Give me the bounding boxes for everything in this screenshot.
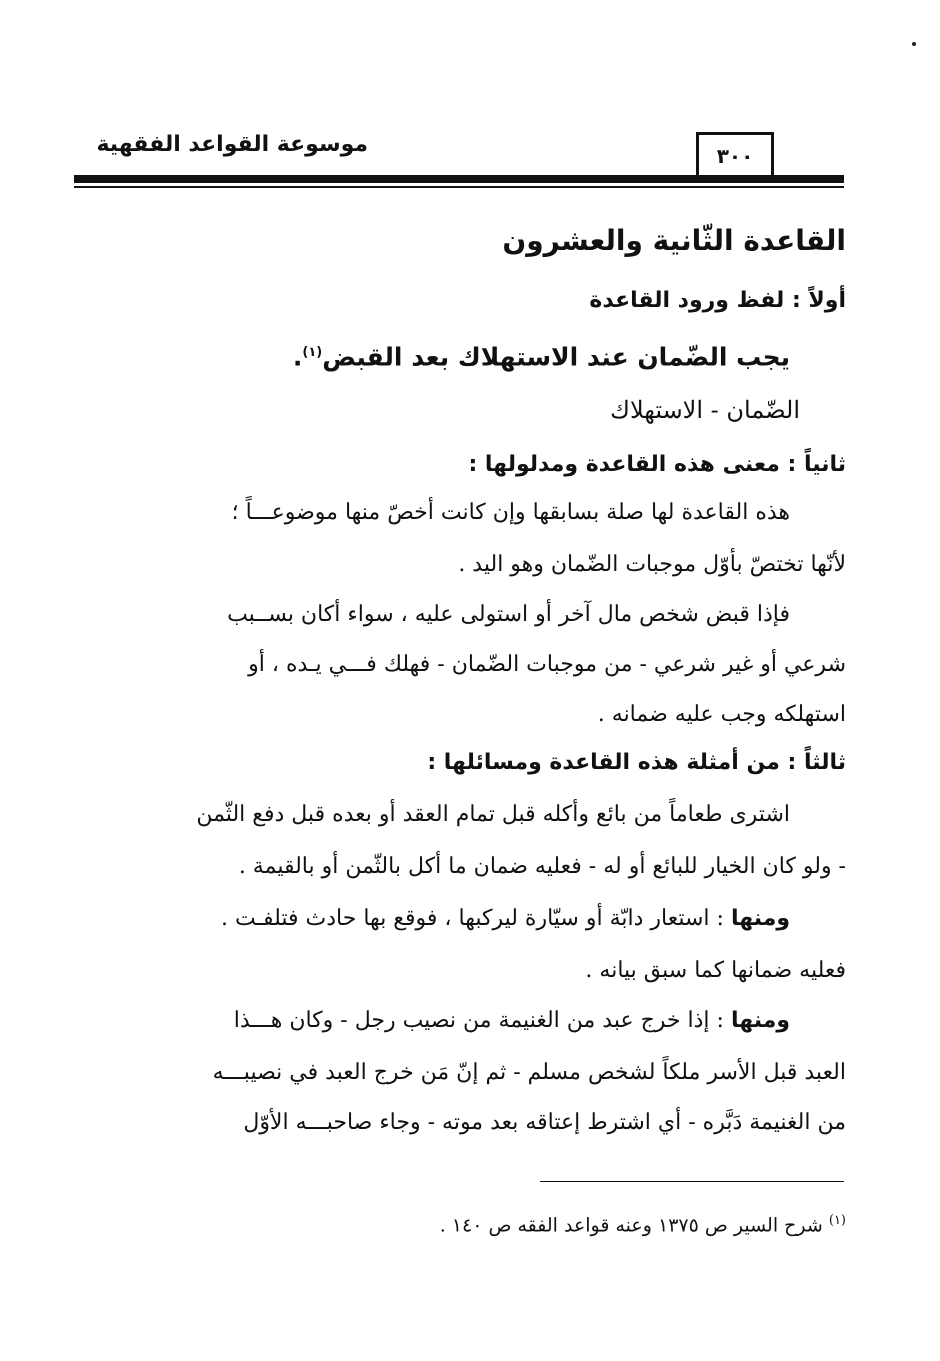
paragraph-line: من الغنيمة دَبَّره - أي اشترط إعتاقه بعد موته - وجاء صاحبـــه الأوّل — [243, 1110, 846, 1135]
footnote-separator — [540, 1181, 844, 1182]
footnote-ref: (١) — [828, 1213, 846, 1228]
paragraph-line — [221, 904, 790, 934]
rule-statement — [293, 338, 790, 372]
running-title: موسوعة القواعد الفقهية — [96, 132, 368, 157]
header-rule-thick — [74, 175, 844, 183]
paragraph-line — [234, 1006, 790, 1036]
paragraph-line: هذه القاعدة لها صلة بسابقها وإن كانت أخصّ منها موضوعـــاً ؛ — [231, 500, 790, 525]
rule-heading: القاعدة الثّانية والعشرون — [502, 224, 846, 257]
section-heading-examples: ثالثاً : من أمثلة هذه القاعدة ومسائلها : — [427, 750, 846, 775]
section-heading-wording: أولاً : لفظ ورود القاعدة — [589, 288, 846, 313]
keywords: الضّمان - الاستهلاك — [610, 396, 800, 424]
page-number: ٣٠٠ — [696, 132, 774, 180]
paragraph-line: اشترى طعاماً من بائع وأكله قبل تمام العقد أو بعده قبل دفع الثّمن — [196, 802, 790, 827]
example-text: : إذا خرج عبد من الغنيمة من نصيب رجل - وكان هـــذا — [233, 1008, 731, 1033]
paragraph-line: العبد قبل الأسر ملكاً لشخص مسلم - ثم إنّ مَن خرج العبد في نصيبـــه — [212, 1060, 846, 1085]
header-rule-thin — [74, 186, 844, 188]
paragraph-line: فعليه ضمانها كما سبق بيانه . — [585, 958, 846, 983]
example-text: : استعار دابّة أو سيّارة ليركبها ، فوقع بها حادث فتلفـت . — [220, 906, 731, 931]
paragraph-line: شرعي أو غير شرعي - من موجبات الضّمان - فهلك فـــي يـده ، أو — [248, 652, 846, 677]
stray-mark — [912, 42, 916, 46]
footnote — [440, 1206, 846, 1240]
footnote-text: شرح السير ص ١٣٧٥ وعنه قواعد الفقه ص ١٤٠ . — [439, 1214, 823, 1237]
paragraph-line: فإذا قبض شخص مال آخر أو استولى عليه ، سواء أكان بســبب — [227, 602, 790, 627]
footnote-marker: (١) — [302, 345, 323, 360]
rule-statement-text: يجب الضّمان عند الاستهلاك بعد القبض — [322, 342, 790, 372]
rule-statement-end: . — [292, 342, 303, 372]
section-heading-meaning: ثانياً : معنى هذه القاعدة ومدلولها : — [468, 452, 846, 477]
paragraph-line: لأنّها تختصّ بأوّل موجبات الضّمان وهو اليد . — [458, 552, 846, 577]
example-lead: ومنها — [730, 1008, 790, 1033]
paragraph-line: - ولو كان الخيار للبائع أو له - فعليه ضمان ما أكل بالثّمن أو بالقيمة . — [238, 854, 846, 879]
example-lead: ومنها — [730, 906, 790, 931]
paragraph-line: استهلكه وجب عليه ضمانه . — [597, 702, 846, 727]
